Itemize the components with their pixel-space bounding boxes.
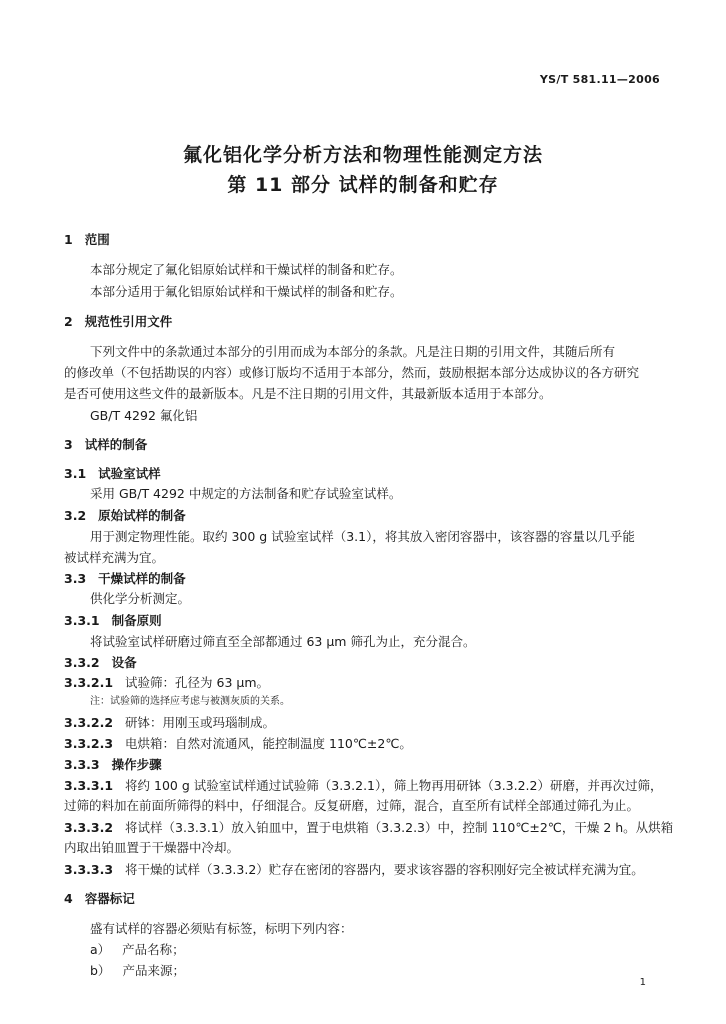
subsection-3-1-text: 采用 GB/T 4292 中规定的方法制备和贮存试验室试样。 [90,486,402,501]
clause-3-3-1-heading [64,613,162,629]
clause-3-3-3-1-text: 将约 100 g 试验室试样通过试验筛（3.3.2.1），筛上物再用研钵（3.3.2.2）研磨，并再次过筛， [125,778,663,793]
section-1-title: 范围 [84,232,110,247]
list-item-b [90,963,185,979]
section-1-paragraph-2: 本部分适用于氟化铝原始试样和干燥试样的制备和贮存。 [90,284,403,299]
subsection-3-3-title: 干燥试样的制备 [98,571,186,586]
section-2-title: 规范性引用文件 [84,314,173,329]
clause-3-3-2-2-number: 3.3.2.2 [64,715,114,730]
subsection-3-3-number: 3.3 [64,571,87,586]
clause-3-3-2-3-number: 3.3.2.3 [64,736,114,751]
clause-3-3-3-2-number: 3.3.3.2 [64,820,114,835]
clause-3-3-3-3-text: 将干燥的试样（3.3.3.2）贮存在密闭的容器内，要求该容器的容积刚好完全被试样充满为宜。 [125,862,644,877]
clause-3-3-3-heading [64,757,162,773]
section-4-number: 4 [64,891,73,906]
section-4-text: 盛有试样的容器必须贴有标签，标明下列内容： [90,921,353,936]
clause-3-3-3-3 [64,862,644,878]
section-2-paragraph-line-2: 的修改单（不包括勘误的内容）或修订版均不适用于本部分，然而，鼓励根据本部分达成协议的各方研究 [64,365,640,380]
normative-reference: GB/T 4292 氟化铝 [90,408,198,423]
section-4-title: 容器标记 [84,891,135,906]
clause-3-3-2-1-number: 3.3.2.1 [64,675,114,690]
page-number: 1 [639,977,646,988]
section-2-heading [64,314,172,330]
subsection-3-2-text-line-1: 用于测定物理性能。取约 300 g 试验室试样（3.1），将其放入密闭容器中，该容器的容量以几乎能 [90,529,635,544]
clause-3-3-2-1-text: 试验筛：孔径为 63 μm。 [125,675,270,690]
subsection-3-2-heading [64,508,186,524]
clause-3-3-1-title: 制备原则 [111,613,162,628]
standard-number: YS/T 581.11—2006 [539,73,660,86]
clause-3-3-3-1-line-2: 过筛的料加在前面所筛得的料中，仔细混合。反复研磨，过筛，混合，直至所有试样全部通过筛孔为止。 [64,798,640,813]
clause-3-3-2-title: 设备 [111,655,137,670]
clause-3-3-2-3-text: 电烘箱：自然对流通风，能控制温度 110℃±2℃。 [125,736,412,751]
note: 注：试验筛的选择应考虑与被测灰质的关系。 [90,696,290,707]
clause-3-3-2-2-text: 研钵：用刚玉或玛瑙制成。 [125,715,276,730]
clause-3-3-1-text: 将试验室试样研磨过筛直至全部都通过 63 μm 筛孔为止，充分混合。 [90,634,476,649]
document-title-line2: 第 11 部分 试样的制备和贮存 [227,174,499,196]
clause-3-3-3-number: 3.3.3 [64,757,100,772]
list-item-a-text: 产品名称； [122,942,185,957]
subsection-3-3-heading [64,571,186,587]
list-item-b-text: 产品来源； [122,963,185,978]
section-2-paragraph-line-3: 是否可使用这些文件的最新版本。凡是不注日期的引用文件，其最新版本适用于本部分。 [64,386,552,401]
section-1-paragraph-1: 本部分规定了氟化铝原始试样和干燥试样的制备和贮存。 [90,262,403,277]
list-item-a [90,942,185,958]
section-2-number: 2 [64,314,73,329]
list-item-b-marker: b） [90,963,111,978]
subsection-3-2-text-line-2: 被试样充满为宜。 [64,550,165,565]
clause-3-3-3-title: 操作步骤 [111,757,162,772]
document-title-line1: 氟化铝化学分析方法和物理性能测定方法 [182,144,543,166]
section-3-title: 试样的制备 [84,437,148,452]
subsection-3-1-heading [64,466,161,482]
clause-3-3-3-1-line-1 [64,778,662,794]
section-3-number: 3 [64,437,73,452]
subsection-3-1-title: 试验室试样 [98,466,161,481]
clause-3-3-3-2-text: 将试样（3.3.3.1）放入铂皿中，置于电烘箱（3.3.2.3）中，控制 110℃±2℃，干燥 2 h。从烘箱 [125,820,674,835]
clause-3-3-1-number: 3.3.1 [64,613,100,628]
section-3-heading [64,437,147,453]
section-1-heading [64,232,110,248]
clause-3-3-3-2-line-2: 内取出铂皿置于干燥器中冷却。 [64,840,240,855]
subsection-3-3-text: 供化学分析测定。 [90,591,191,606]
subsection-3-2-title: 原始试样的制备 [98,508,186,523]
list-item-a-marker: a） [90,942,111,957]
clause-3-3-3-2-line-1 [64,820,673,836]
clause-3-3-2-3 [64,736,412,752]
clause-3-3-2-heading [64,655,137,671]
clause-3-3-2-number: 3.3.2 [64,655,100,670]
subsection-3-2-number: 3.2 [64,508,87,523]
section-4-heading [64,891,135,907]
subsection-3-1-number: 3.1 [64,466,87,481]
clause-3-3-2-1 [64,675,269,691]
section-2-paragraph-line-1: 下列文件中的条款通过本部分的引用而成为本部分的条款。凡是注日期的引用文件，其随后所有 [90,344,616,359]
clause-3-3-3-1-number: 3.3.3.1 [64,778,114,793]
section-1-number: 1 [64,232,73,247]
clause-3-3-2-2 [64,715,275,731]
clause-3-3-3-3-number: 3.3.3.3 [64,862,114,877]
